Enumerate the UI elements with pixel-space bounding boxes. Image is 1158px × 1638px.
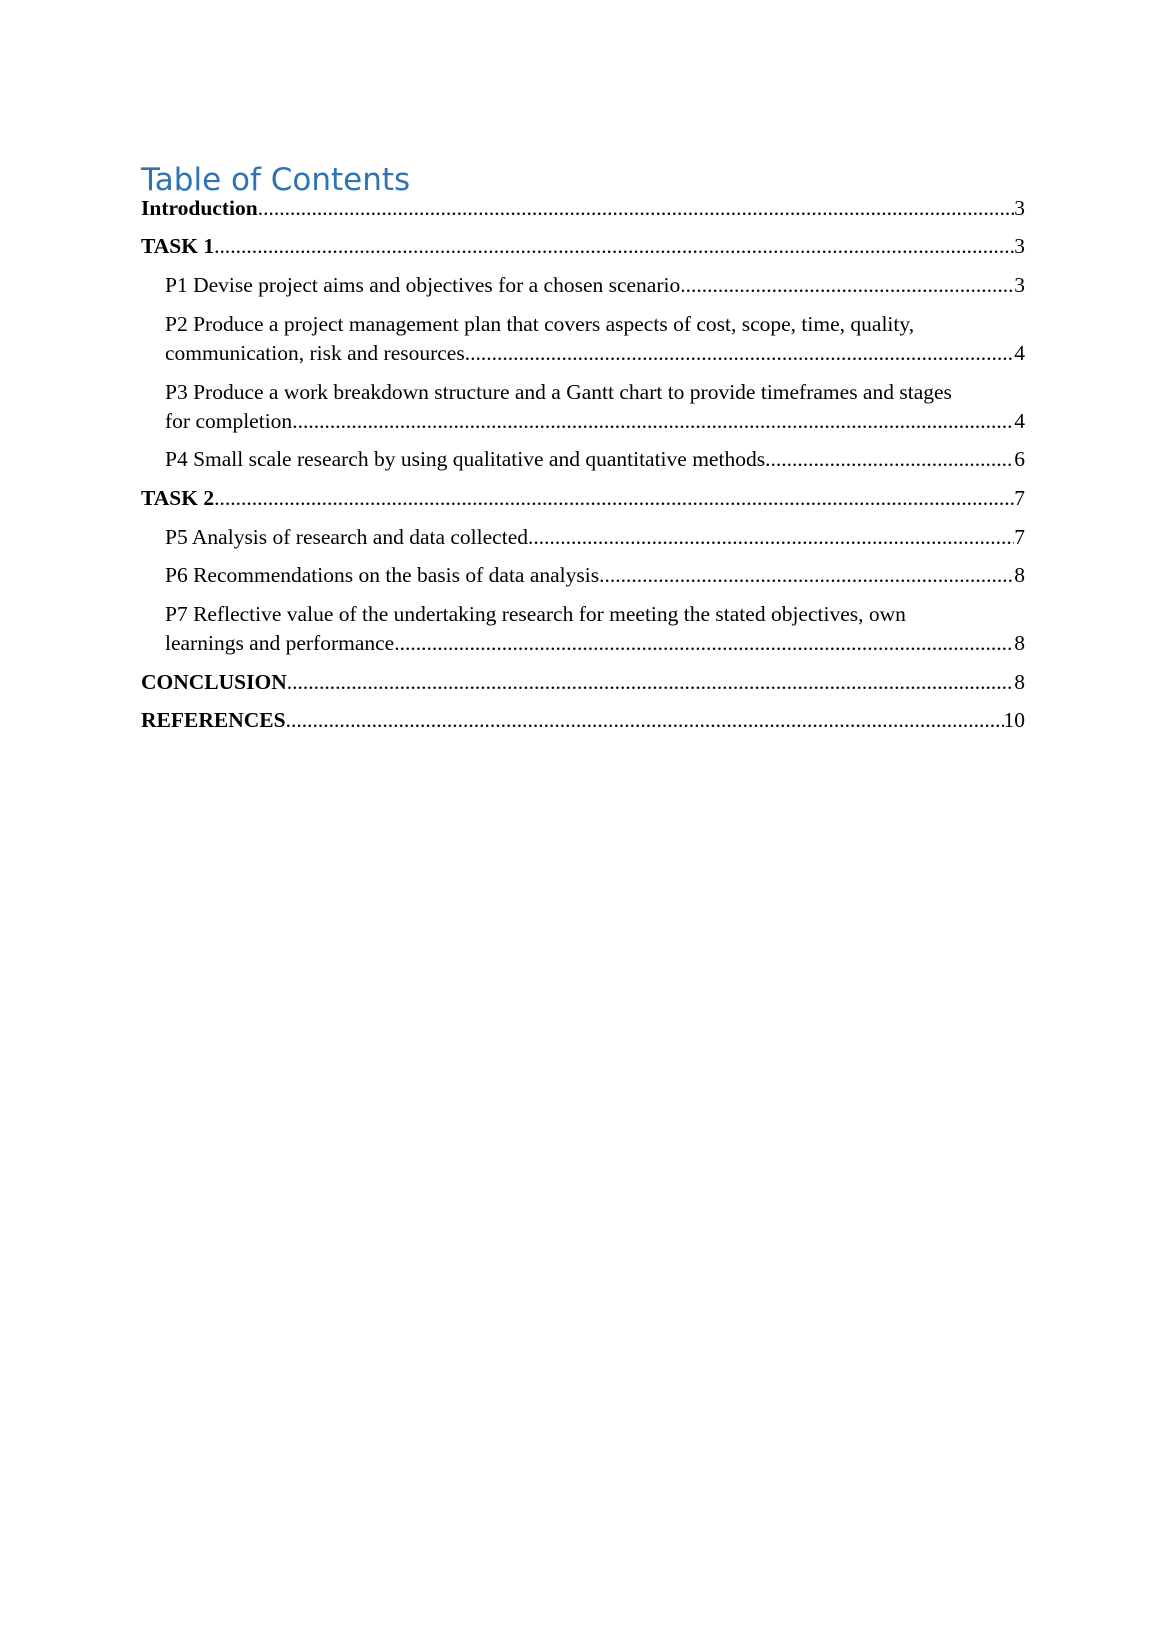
toc-dot-leader (680, 271, 1014, 300)
toc-entry-task-2[interactable] (141, 484, 1025, 513)
toc-page-number: 8 (1014, 631, 1025, 655)
toc-dot-leader (214, 232, 1014, 261)
toc-dot-leader (528, 523, 1014, 552)
toc-page-number: 10 (1003, 708, 1025, 732)
toc-dot-leader (599, 561, 1014, 590)
toc-entry-label-line-1: P7 Reflective value of the undertaking research for meeting the stated objectives, own (165, 602, 906, 626)
toc-entry-p7[interactable] (141, 600, 1025, 658)
toc-entry-p4[interactable] (141, 445, 1025, 474)
toc-entry-label: P4 Small scale research by using qualitative and quantitative methods (165, 447, 766, 471)
toc-entry-last-line (165, 339, 1025, 368)
toc-dot-leader (394, 629, 1014, 658)
toc-entry-last-line (165, 407, 1025, 436)
toc-page-number: 8 (1014, 563, 1025, 587)
toc-entry-label: P6 Recommendations on the basis of data analysis (165, 563, 600, 587)
toc-page-number: 7 (1014, 486, 1025, 510)
toc-entry-p1[interactable] (141, 271, 1025, 300)
toc-entry-label-line-1: P3 Produce a work breakdown structure and a Gantt chart to provide timeframes and stages (165, 380, 952, 404)
toc-entry-last-line (165, 629, 1025, 658)
toc-entry-label-line-2: for completion (165, 409, 293, 433)
toc-dot-leader (258, 194, 1015, 223)
toc-heading: Table of Contents (141, 162, 411, 198)
toc-entry-label: REFERENCES (141, 708, 286, 732)
toc-entry-p6[interactable] (141, 561, 1025, 590)
toc-entry-label-line-2: communication, risk and resources (165, 341, 465, 365)
toc-entry-label-line-2: learnings and performance (165, 631, 395, 655)
toc-dot-leader (286, 706, 1004, 735)
toc-entry-label: P5 Analysis of research and data collected (165, 525, 528, 549)
toc-entry-label: TASK 1 (141, 234, 215, 258)
toc-page-number: 6 (1014, 447, 1025, 471)
toc-page-number: 3 (1014, 234, 1025, 258)
toc-entry-p2[interactable] (141, 310, 1025, 368)
toc-page-number: 3 (1014, 196, 1025, 220)
table-of-contents (141, 160, 1025, 732)
toc-page-number: 3 (1014, 273, 1025, 297)
toc-page-number: 4 (1014, 409, 1025, 433)
toc-entry-p3[interactable] (141, 378, 1025, 436)
toc-page-number: 8 (1014, 670, 1025, 694)
toc-entry-task-1[interactable] (141, 232, 1025, 261)
toc-dot-leader (287, 668, 1015, 697)
toc-dot-leader (765, 445, 1014, 474)
toc-entry-conclusion[interactable] (141, 668, 1025, 697)
toc-entry-label: P1 Devise project aims and objectives for a chosen scenario (165, 273, 681, 297)
toc-dot-leader (292, 407, 1014, 436)
toc-page-number: 4 (1014, 341, 1025, 365)
toc-entry-p5[interactable] (141, 523, 1025, 552)
toc-dot-leader (214, 484, 1014, 513)
toc-entry-references[interactable] (141, 706, 1025, 735)
toc-entry-label: Introduction (141, 196, 258, 220)
toc-entry-label: TASK 2 (141, 486, 215, 510)
toc-entry-label-line-1: P2 Produce a project management plan that covers aspects of cost, scope, time, quality, (165, 312, 915, 336)
toc-dot-leader (465, 339, 1015, 368)
toc-page-number: 7 (1014, 525, 1025, 549)
toc-entry-introduction[interactable] (141, 194, 1025, 223)
toc-entry-label: CONCLUSION (141, 670, 287, 694)
